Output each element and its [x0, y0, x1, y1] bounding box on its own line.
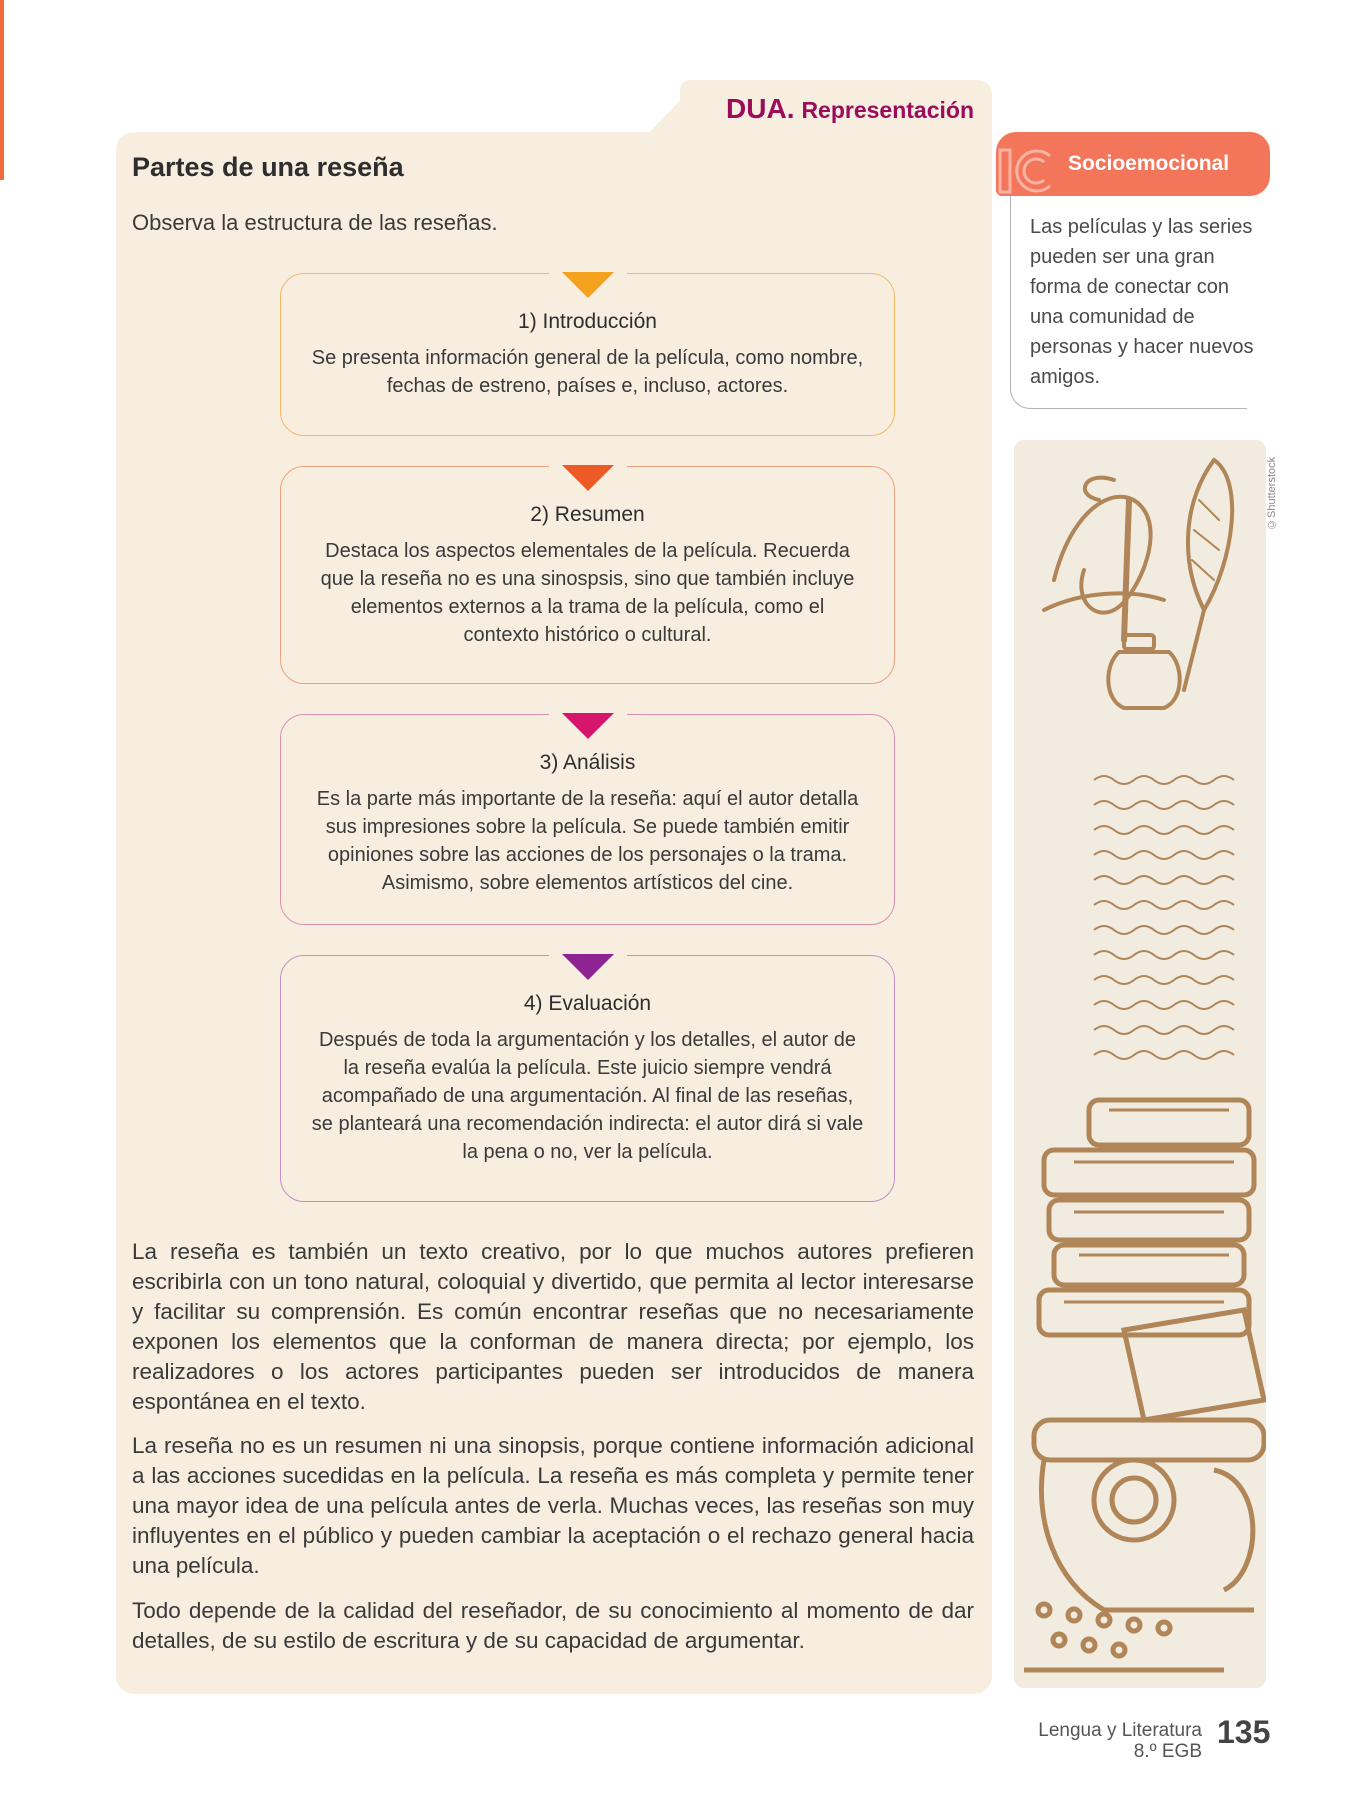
ic-logo-icon: [996, 146, 1056, 196]
step-title: 4) Evaluación: [523, 992, 652, 1015]
dua-label: DUA.: [726, 93, 795, 124]
step-body: Destaca los aspectos elementales de la película. Recuerda que la reseña no es una sinospsis, sino que también incluye elementos externos a la trama de la película, como el contexto histórico o cultural.: [320, 540, 855, 646]
step-title: 2) Resumen: [530, 503, 645, 526]
section-intro: Observa la estructura de las reseñas.: [132, 210, 498, 235]
subject-name: Lengua y Literatura: [1038, 1720, 1202, 1741]
step-body: Se presenta información general de la película, como nombre, fechas de estreno, países e, incluso, actores.: [311, 347, 864, 397]
step-title: 3) Análisis: [539, 751, 636, 774]
socioemocional-text: Las películas y las series pueden ser una gran forma de conectar con una comunidad de personas y hacer nuevos amigos.: [1030, 216, 1254, 388]
footer-subject: [1038, 1720, 1202, 1762]
step-resumen: [280, 466, 895, 684]
triangle-marker-icon: [562, 713, 614, 739]
body-paragraph: Todo depende de la calidad del reseñador, de su conocimiento al momento de dar detalles, de su estilo de escritura y de su capacidad de argumentar.: [132, 1598, 974, 1653]
body-paragraph: La reseña es también un texto creativo, por lo que muchos autores prefieren escribirla con un tono natural, coloquial y divertido, que permita al lector interesarse y facilitar su comprensión. Es común encontrar reseñas que no necesariamente exponen los elementos que la conforman de manera directa; por ejemplo, los realizadores o los actores participantes pueden ser introducidos de manera espontánea en el texto.: [132, 1239, 974, 1414]
step-body: Es la parte más importante de la reseña: aquí el autor detalla sus impresiones sobre la película. Se puede también emitir opiniones sobre las acciones de los personajes o la trama. Asimismo, sobre elementos artísticos del cine.: [316, 788, 859, 894]
step-introduccion: [280, 273, 895, 436]
handwriting-lines: [1094, 776, 1234, 1059]
step-body: Después de toda la argumentación y los detalles, el autor de la reseña evalúa la película. Este juicio siempre vendrá acompañado de una argumentación. Al final de las reseñas, se planteará una recomendación indirecta: el autor dirá si vale la pena o no, ver la película.: [311, 1029, 864, 1163]
typewriter: [1024, 1310, 1264, 1670]
step-analisis: [280, 714, 895, 925]
image-credit: ©Shutterstock: [1266, 456, 1278, 530]
triangle-marker-icon: [562, 272, 614, 298]
grade-label: 8.º EGB: [1133, 1741, 1202, 1762]
body-paragraph: La reseña no es un resumen ni una sinopsis, porque contiene información adicional a las acciones sucedidas en la película. La reseña es más completa y permite tener una mayor idea de una película antes de verla. Muchas veces, las reseñas son muy influyentes en el público y pueden cambiar la aceptación o el rechazo general hacia una película.: [132, 1433, 974, 1578]
page-edge-marker: [0, 0, 4, 180]
book-stack: [1039, 1100, 1254, 1335]
dua-sub: Representación: [801, 97, 974, 123]
step-evaluacion: [280, 955, 895, 1202]
socioemocional-title: Socioemocional: [1068, 152, 1230, 175]
step-title: 1) Introducción: [518, 310, 657, 333]
triangle-marker-icon: [562, 465, 614, 491]
writing-tools-illustration: [1014, 440, 1266, 1688]
dua-tab-slant: [640, 80, 700, 136]
vintage-illustration: [1014, 440, 1266, 1688]
page-number: 135: [1217, 1714, 1271, 1750]
dua-heading: [726, 93, 974, 125]
section-title: Partes de una reseña: [132, 152, 404, 182]
triangle-marker-icon: [562, 954, 614, 980]
